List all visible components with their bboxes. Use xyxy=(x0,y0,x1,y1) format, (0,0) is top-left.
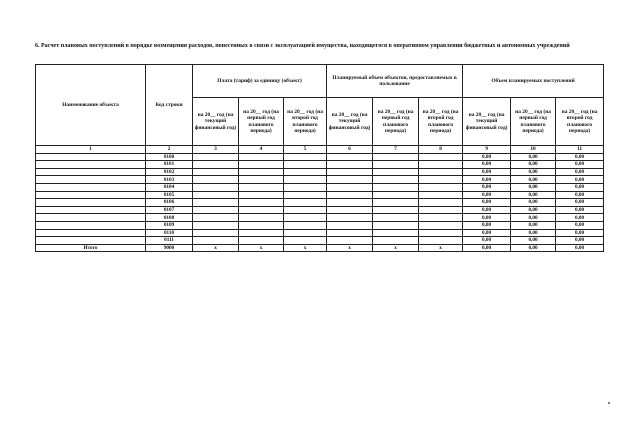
tariff-first-cell xyxy=(239,229,284,237)
receipts-first-cell: 0,00 xyxy=(511,237,556,245)
column-number: 9 xyxy=(463,146,511,154)
header-tariff-first: на 20__ год (на первый год планового периода) xyxy=(239,98,284,146)
column-number: 6 xyxy=(327,146,373,154)
tariff-first-cell xyxy=(239,176,284,184)
header-group-tariff: Плата (тариф) за единицу (объект) xyxy=(193,65,327,98)
column-number: 11 xyxy=(556,146,604,154)
column-number: 1 xyxy=(36,146,146,154)
receipts-first-cell: 0,00 xyxy=(511,221,556,229)
volume-second-cell xyxy=(419,199,463,207)
volume-second-cell xyxy=(419,168,463,176)
receipts-first-cell: 0,00 xyxy=(511,183,556,191)
table-row xyxy=(36,206,604,214)
row-code-cell: 0100 xyxy=(146,153,193,161)
tariff-second-cell xyxy=(284,199,327,207)
receipts-current-cell: 0,00 xyxy=(463,214,511,222)
tariff-current-cell xyxy=(193,221,239,229)
receipts-second-cell: 0,00 xyxy=(556,153,604,161)
total-value: 0,00 xyxy=(556,244,604,252)
receipts-first-cell: 0,00 xyxy=(511,153,556,161)
object-name-cell xyxy=(36,183,146,191)
receipts-first-cell: 0,00 xyxy=(511,214,556,222)
receipts-second-cell: 0,00 xyxy=(556,206,604,214)
receipts-current-cell: 0,00 xyxy=(463,176,511,184)
column-number: 2 xyxy=(146,146,193,154)
receipts-first-cell: 0,00 xyxy=(511,229,556,237)
object-name-cell xyxy=(36,199,146,207)
planned-receipts-table xyxy=(35,64,604,252)
volume-second-cell xyxy=(419,161,463,169)
volume-current-cell xyxy=(327,176,373,184)
tariff-second-cell xyxy=(284,229,327,237)
column-number: 3 xyxy=(193,146,239,154)
total-value: 0,00 xyxy=(511,244,556,252)
table-row xyxy=(36,161,604,169)
tariff-first-cell xyxy=(239,214,284,222)
volume-first-cell xyxy=(373,221,419,229)
volume-current-cell xyxy=(327,214,373,222)
receipts-first-cell: 0,00 xyxy=(511,161,556,169)
tariff-second-cell xyxy=(284,176,327,184)
tariff-second-cell xyxy=(284,161,327,169)
header-group-receipts: Объем планируемых поступлений xyxy=(463,65,604,98)
table-row xyxy=(36,168,604,176)
receipts-current-cell: 0,00 xyxy=(463,191,511,199)
object-name-cell xyxy=(36,214,146,222)
tariff-current-cell xyxy=(193,183,239,191)
object-name-cell xyxy=(36,153,146,161)
volume-first-cell xyxy=(373,176,419,184)
object-name-cell xyxy=(36,221,146,229)
header-receipts-current: на 20__ год (на текущий финансовый год) xyxy=(463,98,511,146)
receipts-second-cell: 0,00 xyxy=(556,191,604,199)
receipts-first-cell: 0,00 xyxy=(511,199,556,207)
header-object-name: Наименование объекта xyxy=(36,65,146,146)
column-number: 5 xyxy=(284,146,327,154)
receipts-first-cell: 0,00 xyxy=(511,191,556,199)
row-code-cell: 0102 xyxy=(146,168,193,176)
tariff-first-cell xyxy=(239,161,284,169)
header-receipts-second: на 20__ год (на второй год планового периода) xyxy=(556,98,604,146)
tariff-second-cell xyxy=(284,183,327,191)
volume-current-cell xyxy=(327,183,373,191)
receipts-current-cell: 0,00 xyxy=(463,221,511,229)
total-cell-x: x xyxy=(373,244,419,252)
volume-first-cell xyxy=(373,161,419,169)
receipts-current-cell: 0,00 xyxy=(463,206,511,214)
total-cell-x: x xyxy=(193,244,239,252)
tariff-first-cell xyxy=(239,237,284,245)
tariff-second-cell xyxy=(284,191,327,199)
receipts-second-cell: 0,00 xyxy=(556,161,604,169)
scan-speck xyxy=(608,402,610,404)
volume-current-cell xyxy=(327,237,373,245)
receipts-current-cell: 0,00 xyxy=(463,153,511,161)
receipts-second-cell: 0,00 xyxy=(556,199,604,207)
total-cell-x: x xyxy=(239,244,284,252)
tariff-second-cell xyxy=(284,206,327,214)
row-code-cell: 0104 xyxy=(146,183,193,191)
tariff-first-cell xyxy=(239,168,284,176)
volume-second-cell xyxy=(419,153,463,161)
tariff-first-cell xyxy=(239,153,284,161)
total-row xyxy=(36,244,604,252)
table-row xyxy=(36,191,604,199)
table-row xyxy=(36,176,604,184)
tariff-second-cell xyxy=(284,237,327,245)
volume-first-cell xyxy=(373,168,419,176)
receipts-second-cell: 0,00 xyxy=(556,176,604,184)
receipts-current-cell: 0,00 xyxy=(463,168,511,176)
volume-second-cell xyxy=(419,206,463,214)
receipts-current-cell: 0,00 xyxy=(463,229,511,237)
volume-first-cell xyxy=(373,237,419,245)
total-code: 9000 xyxy=(146,244,193,252)
receipts-first-cell: 0,00 xyxy=(511,176,556,184)
column-number: 7 xyxy=(373,146,419,154)
receipts-current-cell: 0,00 xyxy=(463,199,511,207)
row-code-cell: 0110 xyxy=(146,229,193,237)
section-heading: 6. Расчет плановых поступлений в порядке возмещения расходов, понесенных в связи с эксплуатацией имущества, находящегося в оперативном управлении бюджетных и автономных учреждений xyxy=(35,43,570,49)
volume-current-cell xyxy=(327,206,373,214)
tariff-first-cell xyxy=(239,191,284,199)
tariff-current-cell xyxy=(193,153,239,161)
volume-first-cell xyxy=(373,183,419,191)
object-name-cell xyxy=(36,161,146,169)
volume-current-cell xyxy=(327,161,373,169)
volume-first-cell xyxy=(373,206,419,214)
table-row xyxy=(36,199,604,207)
table-row xyxy=(36,214,604,222)
tariff-current-cell xyxy=(193,176,239,184)
tariff-second-cell xyxy=(284,214,327,222)
tariff-current-cell xyxy=(193,191,239,199)
receipts-first-cell: 0,00 xyxy=(511,206,556,214)
tariff-current-cell xyxy=(193,206,239,214)
tariff-current-cell xyxy=(193,214,239,222)
row-code-cell: 0107 xyxy=(146,206,193,214)
table-row xyxy=(36,229,604,237)
table-row xyxy=(36,183,604,191)
receipts-second-cell: 0,00 xyxy=(556,229,604,237)
volume-first-cell xyxy=(373,214,419,222)
header-tariff-second: на 20__ год (на второй год планового периода) xyxy=(284,98,327,146)
total-cell-x: x xyxy=(419,244,463,252)
table-row xyxy=(36,221,604,229)
tariff-first-cell xyxy=(239,199,284,207)
row-code-cell: 0101 xyxy=(146,161,193,169)
receipts-current-cell: 0,00 xyxy=(463,237,511,245)
tariff-first-cell xyxy=(239,221,284,229)
total-cell-x: x xyxy=(327,244,373,252)
volume-current-cell xyxy=(327,153,373,161)
tariff-current-cell xyxy=(193,168,239,176)
volume-second-cell xyxy=(419,183,463,191)
receipts-current-cell: 0,00 xyxy=(463,161,511,169)
table-row xyxy=(36,153,604,161)
volume-second-cell xyxy=(419,191,463,199)
row-code-cell: 0106 xyxy=(146,199,193,207)
tariff-first-cell xyxy=(239,183,284,191)
column-number: 8 xyxy=(419,146,463,154)
volume-second-cell xyxy=(419,229,463,237)
table-row xyxy=(36,237,604,245)
tariff-current-cell xyxy=(193,161,239,169)
total-value: 0,00 xyxy=(463,244,511,252)
total-cell-x: x xyxy=(284,244,327,252)
column-number: 4 xyxy=(239,146,284,154)
volume-second-cell xyxy=(419,221,463,229)
header-tariff-current: на 20__ год (на текущий финансовый год) xyxy=(193,98,239,146)
row-code-cell: 0108 xyxy=(146,214,193,222)
volume-first-cell xyxy=(373,153,419,161)
volume-second-cell xyxy=(419,214,463,222)
tariff-second-cell xyxy=(284,153,327,161)
volume-second-cell xyxy=(419,237,463,245)
tariff-current-cell xyxy=(193,199,239,207)
header-receipts-first: на 20__ год (на первый год планового периода) xyxy=(511,98,556,146)
receipts-first-cell: 0,00 xyxy=(511,168,556,176)
tariff-current-cell xyxy=(193,229,239,237)
volume-current-cell xyxy=(327,168,373,176)
header-row-code: Код строки xyxy=(146,65,193,146)
object-name-cell xyxy=(36,176,146,184)
row-code-cell: 0105 xyxy=(146,191,193,199)
tariff-second-cell xyxy=(284,221,327,229)
header-volume-current: на 20__ год (на текущий финансовый год) xyxy=(327,98,373,146)
object-name-cell xyxy=(36,229,146,237)
receipts-second-cell: 0,00 xyxy=(556,221,604,229)
volume-current-cell xyxy=(327,221,373,229)
receipts-current-cell: 0,00 xyxy=(463,183,511,191)
row-code-cell: 0103 xyxy=(146,176,193,184)
volume-first-cell xyxy=(373,191,419,199)
object-name-cell xyxy=(36,206,146,214)
object-name-cell xyxy=(36,191,146,199)
column-number-row xyxy=(36,146,604,154)
header-volume-first: на 20__ год (на первый год планового периода) xyxy=(373,98,419,146)
volume-first-cell xyxy=(373,229,419,237)
tariff-current-cell xyxy=(193,237,239,245)
volume-second-cell xyxy=(419,176,463,184)
receipts-second-cell: 0,00 xyxy=(556,168,604,176)
volume-first-cell xyxy=(373,199,419,207)
receipts-second-cell: 0,00 xyxy=(556,237,604,245)
tariff-second-cell xyxy=(284,168,327,176)
receipts-second-cell: 0,00 xyxy=(556,183,604,191)
row-code-cell: 0109 xyxy=(146,221,193,229)
object-name-cell xyxy=(36,168,146,176)
volume-current-cell xyxy=(327,199,373,207)
receipts-second-cell: 0,00 xyxy=(556,214,604,222)
total-label: Итого xyxy=(36,244,146,252)
volume-current-cell xyxy=(327,191,373,199)
header-group-volume: Планируемый объем объектов, предоставляемых в пользование xyxy=(327,65,463,98)
tariff-first-cell xyxy=(239,206,284,214)
header-volume-second: на 20__ год (на второй год планового периода) xyxy=(419,98,463,146)
row-code-cell: 0111 xyxy=(146,237,193,245)
volume-current-cell xyxy=(327,229,373,237)
object-name-cell xyxy=(36,237,146,245)
column-number: 10 xyxy=(511,146,556,154)
